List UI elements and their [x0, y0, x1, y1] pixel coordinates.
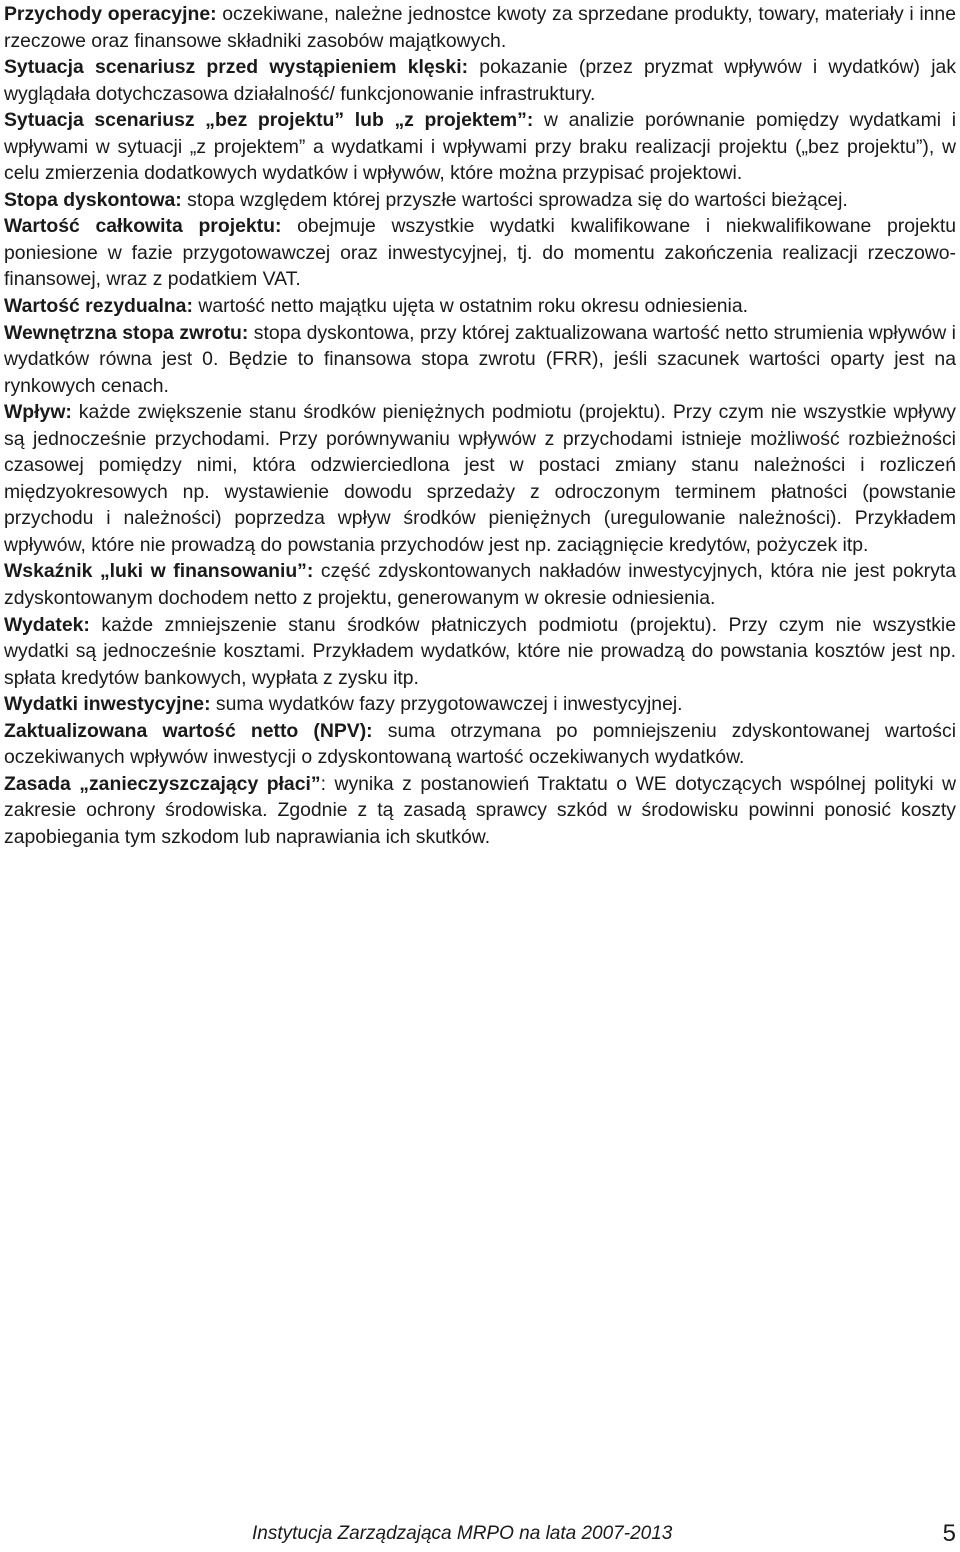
glossary-term: Wartość całkowita projektu:: [4, 215, 282, 238]
glossary-entry: [4, 399, 956, 558]
glossary-definition: w analizie porównanie pomiędzy wydatkami i wpływami w sytuacji „z projektem” a wydatkami i wpływami przy braku realizacji projektu („bez projektu”), w celu zmierzenia dodatkowych wydatków i wpływów, które można przypisać projektowi.: [4, 109, 956, 185]
glossary-entry: [4, 320, 956, 400]
glossary-term: Wewnętrzna stopa zwrotu:: [4, 321, 249, 344]
glossary-entry: [4, 691, 956, 718]
glossary-definition: : wynika z postanowień Traktatu o WE dotyczących wspólnej polityki w zakresie ochrony środowiska. Zgodnie z tą zasadą sprawcy szkód w środowisku powinni ponosić koszty zapobiegania tym szkodom lub naprawiania ich skutków.: [4, 772, 957, 848]
glossary-term: Przychody operacyjne:: [4, 3, 217, 25]
glossary-definition: część zdyskontowanych nakładów inwestycyjnych, która nie jest pokryta zdyskontowanym dochodem netto z projektu, generowanym w okresie odniesienia.: [4, 560, 956, 610]
glossary-entry: [4, 107, 956, 187]
glossary-term: Wskaźnik „luki w finansowaniu”:: [4, 560, 314, 583]
glossary-definition: stopa dyskontowa, przy której zaktualizowana wartość netto strumienia wpływów i wydatków równa jest 0. Będzie to finansowa stopa zwrotu (FRR), jeśli szacunek wartości oparty jest na rynkowych cenach.: [4, 321, 956, 397]
glossary-definition: wartość netto majątku ujęta w ostatnim roku okresu odniesienia.: [192, 295, 749, 318]
glossary-term: Wydatki inwestycyjne:: [4, 693, 211, 716]
glossary-definition: stopa względem której przyszłe wartości sprowadza się do wartości bieżącej.: [181, 188, 848, 211]
page-footer: [252, 1522, 956, 1552]
page-number: 5: [942, 1520, 956, 1547]
glossary-term: Wartość rezydualna:: [4, 295, 193, 318]
glossary-definition: każde zmniejszenie stanu środków płatniczych podmiotu (projektu). Przy czym nie wszystkie wydatki są jednocześnie kosztami. Przykładem wydatków, które nie prowadzą do powstania kosztów jest np. spłata kredytów bankowych, wypłata z zysku itp.: [4, 613, 956, 689]
glossary-term: Zaktualizowana wartość netto (NPV):: [4, 719, 373, 742]
glossary-definition: oczekiwane, należne jednostce kwoty za sprzedane produkty, towary, materiały i inne rzeczowe oraz finansowe składniki zasobów majątkowych.: [4, 3, 956, 52]
glossary-term: Wpływ:: [4, 401, 72, 424]
glossary-definition: każde zwiększenie stanu środków pieniężnych podmiotu (projektu). Przy czym nie wszystkie wpływy są jednocześnie przychodami. Przy porównywaniu wpływów z przychodami istnieje możliwość rozbieżności czasowej pomiędzy nimi, która odzwierciedlona jest w postaci zmiany stanu należności i rozliczeń międzyokresowych np. wystawienie dowodu sprzedaży z odroczonym terminem płatności (powstanie przychodu i należności) poprzedza wpływ środków pieniężnych (uregulowanie należności). Przykładem wpływów, które nie prowadzą do powstania przychodów jest np. zaciągnięcie kredytów, pożyczek itp.: [4, 401, 956, 556]
glossary-entry: [4, 213, 956, 293]
glossary-term: Stopa dyskontowa:: [4, 188, 182, 211]
glossary-term: Wydatek:: [4, 613, 90, 636]
glossary-entry: [4, 293, 956, 320]
glossary-definition: suma otrzymana po pomniejszeniu zdyskontowanej wartości oczekiwanych wpływów inwestycji o zdyskontowaną wartość oczekiwanych wydatków.: [4, 719, 957, 769]
glossary-entry: [4, 187, 956, 214]
glossary-entry: [4, 1, 956, 54]
glossary-entry: [4, 54, 956, 107]
glossary-entry: [4, 558, 956, 611]
glossary-definition: suma wydatków fazy przygotowawczej i inwestycyjnej.: [210, 693, 683, 716]
glossary-term: Sytuacja scenariusz „bez projektu” lub „z projektem”:: [4, 109, 534, 132]
document-page: [4, 0, 956, 1549]
glossary-definition: obejmuje wszystkie wydatki kwalifikowane i niekwalifikowane projektu poniesione w fazie przygotowawczej oraz inwestycyjnej, tj. do momentu zakończenia realizacji rzeczowo-finansowej, wraz z podatkiem VAT.: [4, 215, 956, 291]
glossary-definition: pokazanie (przez pryzmat wpływów i wydatków) jak wyglądała dotychczasowa działalność/ funkcjonowanie infrastruktury.: [4, 56, 957, 105]
glossary-term: Sytuacja scenariusz przed wystąpieniem klęski:: [4, 56, 469, 79]
footer-institution: Instytucja Zarządzająca MRPO na lata 2007-2013: [252, 1523, 673, 1544]
glossary-entry: [4, 612, 956, 692]
glossary: [4, 0, 956, 851]
glossary-term: Zasada „zanieczyszczający płaci”: [4, 772, 321, 795]
glossary-entry: [4, 718, 956, 771]
glossary-entry: [4, 771, 956, 851]
